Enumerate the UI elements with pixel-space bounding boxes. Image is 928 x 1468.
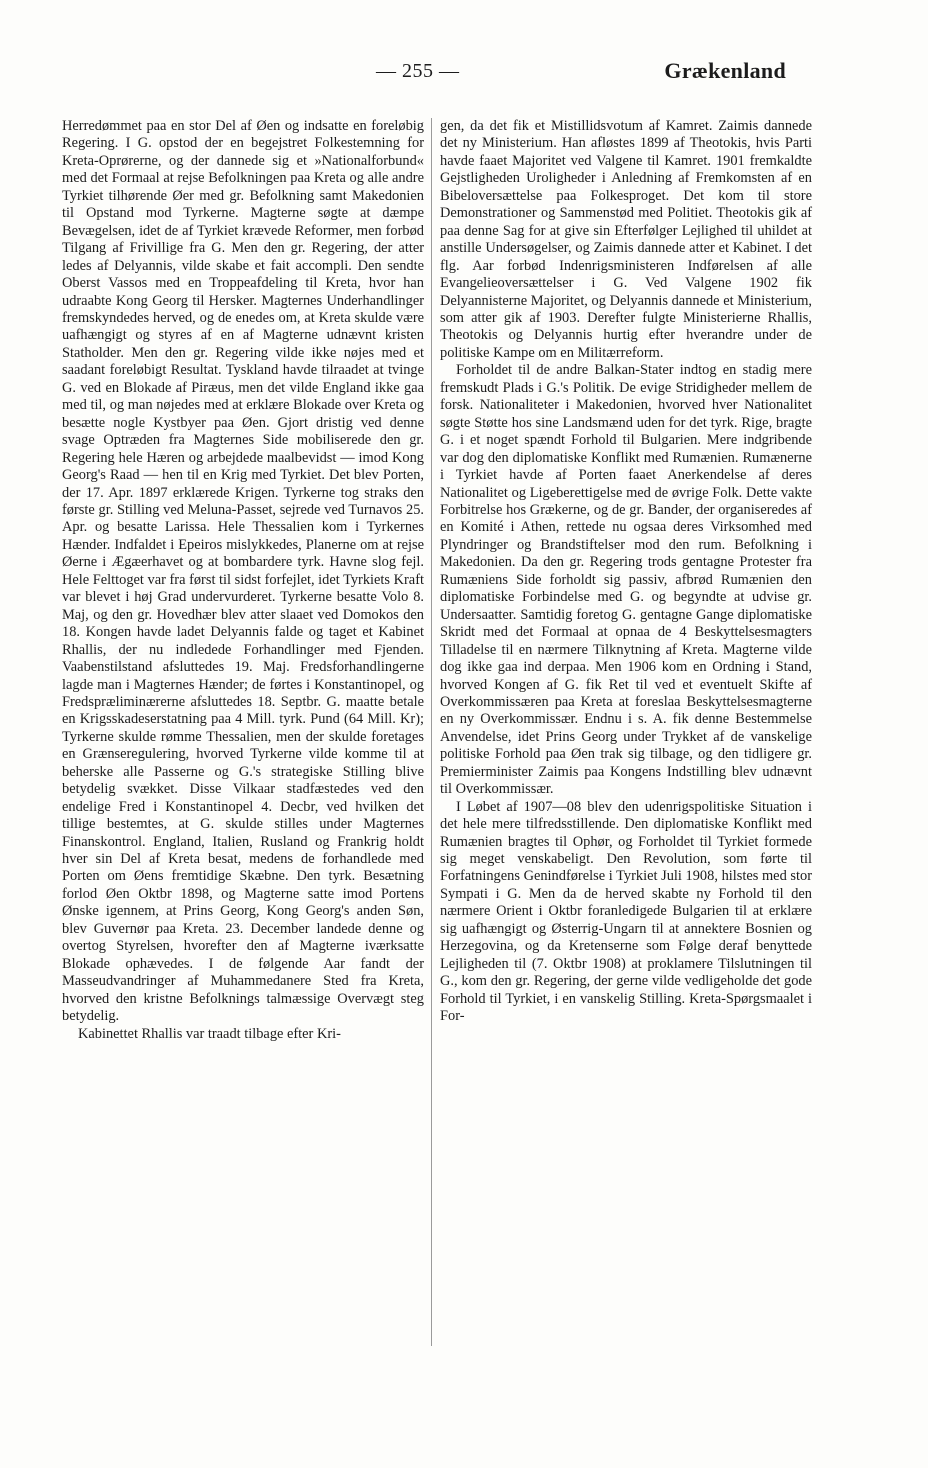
page-number: — 255 —: [376, 60, 460, 82]
left-column: [62, 118, 424, 1043]
column-divider: [431, 118, 432, 1346]
right-column: [440, 118, 812, 1026]
paragraph: Kabinettet Rhallis var traadt tilbage efter Kri-: [78, 1025, 341, 1042]
paragraph: gen, da det fik et Mistillidsvotum af Kamret. Zaimis dannede det ny Ministerium. Han afløstes 1899 af Theotokis, hvis Parti havde faaet Majoritet ved Valgene til Kamret. 1901 fremkaldte Gejstligheden Uroligheder i Anledning af Fremkomsten af en Bibeloversættelse paa Folkesproget. Det kom til store Demonstrationer og Sammenstød med Politiet. Theotokis gik af paa denne Sag for at give sin Efterfølger Lejlighed til uhildet at anstille Undersøgelser, og Zaimis dannede atter et Kabinet. I det flg. Aar forbød Indenrigsministeren Indførelsen af alle Evangelieoversættelser i G. Ved Valgene 1902 fik Delyannisterne Majoritet, og Delyannis dannede et Ministerium, som atter gik af 1903. Derefter fulgte Ministerierne Rhallis, Theotokis og Delyannis hurtig efter hverandre under de politiske Kampe om en Militærreform.: [440, 118, 812, 361]
paragraph: Forholdet til de andre Balkan-Stater indtog en stadig mere fremskudt Plads i G.'s Politik. De evige Stridigheder mellem de forsk. Nationaliteter i Makedonien, hvorved hver Nationalitet søgte Støtte hos sine Landsmænd uden for det tyrk. Rige, bragte G. i et noget spændt Forhold til Bulgarien. Mere indgribende var dog den diplomatiske Konflikt med Rumænien. Rumænerne i Tyrkiet havde af Porten faaet Anerkendelse af deres Nationalitet og Ligeberettigelse med de øvrige Folk. Dette vakte Forbitrelse hos Grækerne, og de gr. Bander, der organiseredes af en Komité i Athen, rettede nu ogsaa deres Virksomhed med Plyndringer og Brandstiftelser mod den rum. Befolkning i Makedonien. Da den gr. Regering trods gentagne Protester fra Rumæniens Side forholdt sig passiv, afbrød Rumænien den diplomatiske Forbindelse med G. og begyndte at udvise gr. Undersaatter. Samtidig foretog G. gentagne Gange diplomatiske Skridt med det Formaal at opnaa de 4 Beskyttelsesmagters Tilladelse til en nærmere Tilknytning af Kreta. Magterne vilde dog ikke gaa ind derpaa. Men 1906 kom en Ordning i Stand, hvorved Kongen af G. fik Ret til ved et eventuelt Skifte af Overkommissæren paa Kreta at foreslaa Beskyttelsesmagterne en ny Overkommissær. Endnu i s. A. fik denne Bestemmelse Anvendelse, idet Prins Georg under Trykket af de vanskelige politiske Forhold paa Øen trak sig tilbage, og den tidligere gr. Premierminister Zaimis paa Kongens Indstilling blev udnævnt til Overkommissær.: [440, 362, 812, 798]
paragraph: I Løbet af 1907—08 blev den udenrigspolitiske Situation i det hele mere tilfredsstillende. Den diplomatiske Konflikt med Rumænien bragtes til Ophør, og Forholdet til Tyrkiet formede sig meget venskabeligt. Den Revolution, som førte til Forfatningens Genindførelse i Tyrkiet Juli 1908, hilstes med stor Sympati i G. Men da de herved skabte ny Forhold til den nærmere Orient i Oktbr foranledigede Bulgarien til at erklære sig uafhængigt og Østerrig-Ungarn til at annektere Bosnien og Herzegovina, og da Kretenserne som Følge deraf benyttede Lejligheden til (7. Oktbr 1908) at proklamere Tilslutningen til G., kom den gr. Regering, der gerne vilde vedligeholde det gode Forhold til Tyrkiet, i en vanskelig Stilling. Kreta-Spørgsmaalet i For-: [440, 798, 812, 1025]
section-title: Grækenland: [664, 58, 786, 83]
running-head: [60, 58, 786, 88]
paragraph: Herredømmet paa en stor Del af Øen og indsatte en foreløbig Regering. I G. opstod der en begejstret Folkestemning for Kreta-Oprørerne, og der dannede sig et »Nationalforbund« med det Formaal at rejse Befolkningen paa Kreta og alle andre Tyrkiet tilhørende Øer med gr. Befolkning samt Makedonien til Opstand mod Tyrkerne. Magterne søgte at dæmpe Bevægelsen, idet de af Tyrkiet krævede Reformer, men forbød Tilgang af Frivillige fra G. Men den gr. Regering, der atter ledes af Delyannis, vilde skabe et fait accompli. Den sendte Oberst Vassos med en Troppeafdeling til Kreta, hvor han udraabte Kong Georg til Hersker. Magternes Underhandlinger fremskyndedes herved, og de enedes om, at Kreta skulde være uafhængigt og styres af en af Magterne udnævnt kristen Statholder. Men den gr. Regering vilde ikke nøjes med et saadant foreløbigt Resultat. Tyskland havde tilraadet at tvinge G. ved en Blokade af Piræus, men det vilde England ikke gaa med til, og man nøjedes med at erklære Blokade over Kreta og besætte nogle Kystbyer paa Øen. Gjort dristig ved denne svage Optræden fra Magternes Side mobiliserede den gr. Regering hele Hæren og arbejdede maalbevidst — imod Kong Georg's Raad — hen til en Krig med Tyrkiet. Det blev Porten, der 17. Apr. 1897 erklærede Krigen. Tyrkerne tog straks den første gr. Stilling ved Meluna-Passet, sejrede ved Turnavos 25. Apr. og besatte Larissa. Hele Thessalien kom i Tyrkernes Hænder. Indfaldet i Epeiros mislykkedes, Planerne om at rejse Øerne i Ægæerhavet og at bombardere tyrk. Havne slog fejl. Hele Felttoget var fra først til sidst forfejlet, idet Tyrkiets Kraft var blevet i høj Grad undervurderet. Tyrkerne besatte Volo 8. Maj, og den gr. Hovedhær blev atter slaaet ved Domokos den 18. Kongen havde ladet Delyannis falde og taget et Kabinet Rhallis, der nu indledede Forhandlinger med Fjenden. Vaabenstilstand afsluttedes 19. Maj. Fredsforhandlingerne lagde man i Magternes Hænder; de førtes i Konstantinopel, og Fredspræliminærerne afsluttedes 18. Septbr. G. maatte betale en Krigsskadeserstatning paa 4 Mill. tyrk. Pund (64 Mill. Kr); Tyrkerne skulde rømme Thessalien, men der skulde foretages en Grænseregulering, hvorved Tyrkerne vilde komme til at beherske alle Passerne og G.'s strategiske Stilling blive betydelig svækket. Disse Vilkaar stadfæstedes ved den endelige Fred i Konstantinopel 4. Decbr, ved hvilken det tillige bestemtes, at G. skulde stilles under Magternes Finanskontrol. England, Italien, Rusland og Frankrig holdt hver sin Del af Kreta besat, medens de forhandlede med Porten om Øens fremtidige Skæbne. Den tyrk. Besætning forlod Øen Oktbr 1898, og Magterne satte imod Portens Ønske igennem, at Prins Georg, Kong Georg's anden Søn, blev Guvernør paa Kreta. 23. December landede denne og overtog Styrelsen, hvorefter den af Magterne iværksatte Blokade ophævedes. I de følgende Aar fandt der Masseudvandringer af Muhammedanere Sted fra Kreta, hvorved den kristne Befolknings talmæssige Overvægt steg betydelig.: [62, 118, 424, 1025]
